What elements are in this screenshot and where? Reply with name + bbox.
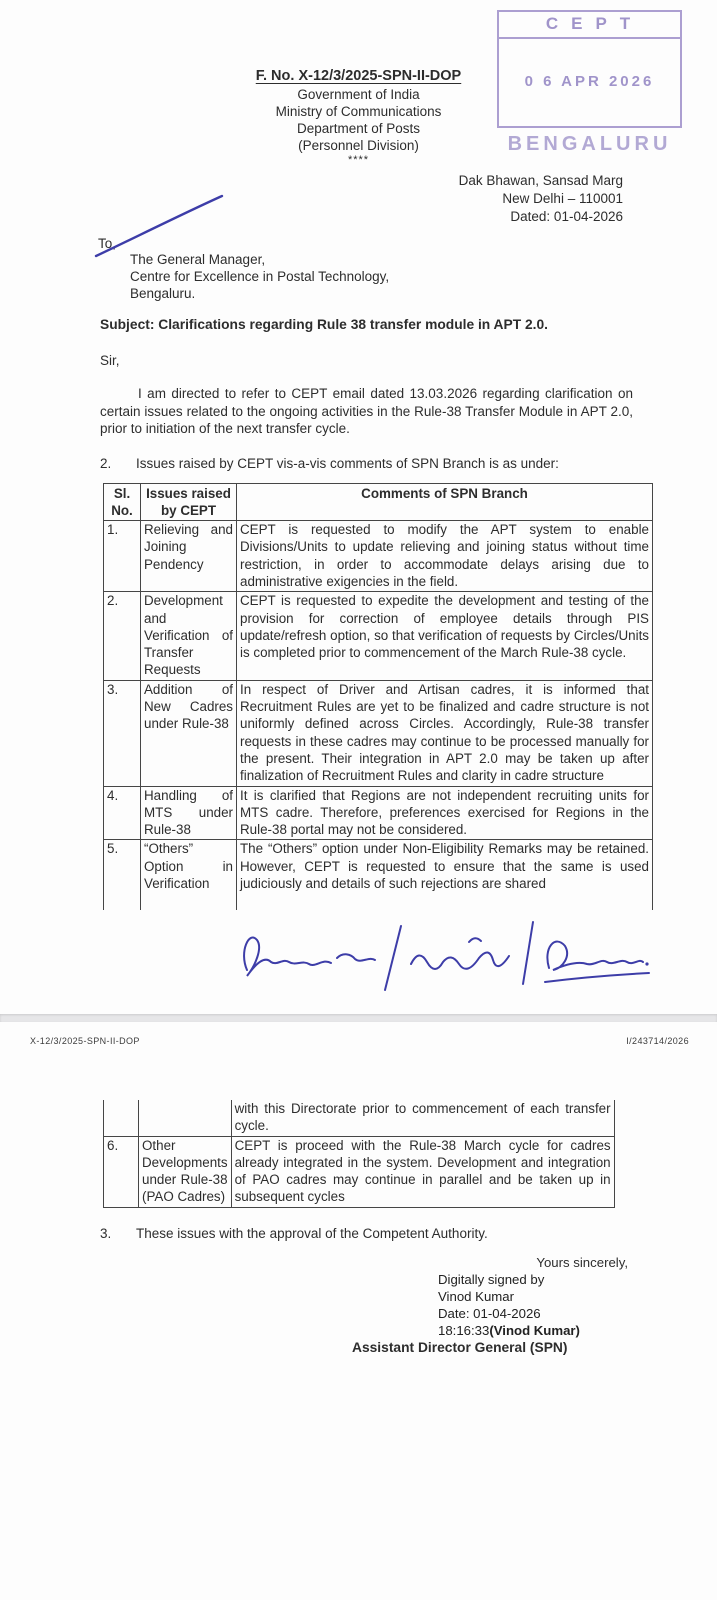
cell-sl-no: 6. bbox=[104, 1136, 139, 1207]
closing-salutation: Yours sincerely, bbox=[536, 1254, 628, 1270]
digital-signature-line: Digitally signed by bbox=[438, 1271, 545, 1287]
stamp-box bbox=[497, 10, 682, 128]
cell-issue: Handling of MTS under Rule-38 bbox=[141, 786, 237, 840]
paragraph-number: 3. bbox=[100, 1225, 112, 1241]
cell-sl-no: 2. bbox=[104, 592, 141, 680]
table-row bbox=[104, 786, 653, 840]
cell-comment: The “Others” option under Non-Eligibility Remarks may be retained. However, CEPT is requested to ensure that the same is used judiciously and details of such rejections are shared bbox=[237, 840, 653, 910]
issues-table bbox=[103, 483, 653, 911]
page2-header bbox=[0, 1022, 717, 1046]
stamp-date: 0 6 APR 2026 bbox=[524, 73, 655, 90]
cell-issue: Development and Verification of Transfer Requests bbox=[141, 592, 237, 680]
paragraph-number: 2. bbox=[100, 455, 112, 471]
cell-issue: Addition of New Cadres under Rule-38 bbox=[141, 680, 237, 786]
cell-issue: Relieving and Joining Pendency bbox=[141, 521, 237, 592]
letter-date: Dated: 01-04-2026 bbox=[510, 209, 623, 224]
divider-stars: **** bbox=[347, 154, 370, 166]
table-row bbox=[104, 840, 653, 910]
salutation: Sir, bbox=[100, 353, 120, 368]
to-label: To, bbox=[98, 236, 717, 251]
digital-signature-line: Date: 01-04-2026 bbox=[438, 1305, 541, 1321]
receipt-stamp bbox=[497, 10, 682, 156]
table-row bbox=[104, 521, 653, 592]
cell-issue: Other Developments under Rule-38 (PAO Cadres) bbox=[139, 1136, 232, 1207]
recipient-line: Centre for Excellence in Postal Technology, bbox=[130, 269, 390, 284]
paragraph-3 bbox=[100, 1226, 633, 1241]
address-line: New Delhi – 110001 bbox=[502, 191, 623, 206]
cell-issue bbox=[139, 1100, 232, 1136]
cell-comment: CEPT is requested to modify the APT system to enable Divisions/Units to update relieving and joining status without time restriction, in order to accommodate delays arising due to administrative exigencies in the field. bbox=[237, 521, 653, 592]
digital-signature-line: Vinod Kumar bbox=[438, 1288, 514, 1304]
handwritten-signatures bbox=[235, 918, 655, 1004]
recipient-line: Bengaluru. bbox=[130, 286, 196, 301]
cell-comment: It is clarified that Regions are not independent recruiting units for MTS cadre. Therefore, preferences exercised for Regions in the Rule-38 portal may not be considered. bbox=[237, 786, 653, 840]
table-row bbox=[104, 592, 653, 680]
issues-table-continued bbox=[103, 1100, 615, 1208]
page-2 bbox=[0, 1022, 717, 1600]
digital-signature bbox=[438, 1271, 652, 1339]
paragraph-2 bbox=[100, 456, 633, 471]
cell-comment: In respect of Driver and Artisan cadres, it is informed that Recruitment Rules are yet to be finalized and cadre structure is not uniformly defined across Circles. Accordingly, Rule-38 transfer requests in these cadres may continue to be processed manually for the present. Their integration in APT 2.0 may be taken up after finalization of Recruitment Rules and clarity in cadre structure bbox=[237, 680, 653, 786]
header-comments: Comments of SPN Branch bbox=[237, 483, 653, 521]
org-line: Government of India bbox=[297, 87, 420, 102]
table-header-row bbox=[104, 483, 653, 521]
page2-doc-ref: I/243714/2026 bbox=[626, 1036, 689, 1046]
cell-sl-no: 1. bbox=[104, 521, 141, 592]
org-line: Department of Posts bbox=[296, 121, 421, 136]
cell-sl-no bbox=[104, 1100, 139, 1136]
subject-line: Subject: Clarifications regarding Rule 38 transfer module in APT 2.0. bbox=[100, 317, 548, 332]
cell-sl-no: 4. bbox=[104, 786, 141, 840]
cell-sl-no: 3. bbox=[104, 680, 141, 786]
digital-signature-time: 18:16:33(Vinod Kumar) bbox=[438, 1322, 580, 1338]
recipient-block bbox=[130, 251, 717, 302]
table-row bbox=[104, 680, 653, 786]
signature-block bbox=[352, 1254, 652, 1356]
paragraph-text: These issues with the approval of the Competent Authority. bbox=[136, 1225, 488, 1241]
org-line: Ministry of Communications bbox=[275, 104, 442, 119]
cell-comment: CEPT is proceed with the Rule-38 March cycle for cadres already integrated in the system. Development and integration of PAO cadres may continue in parallel and be taken up in subsequent cycles bbox=[231, 1136, 614, 1207]
table-row bbox=[104, 1136, 615, 1207]
header-issues: Issues raised by CEPT bbox=[141, 483, 237, 521]
cell-issue: “Others” Option in Verification bbox=[141, 840, 237, 910]
recipient-line: The General Manager, bbox=[130, 252, 266, 267]
cell-comment: CEPT is requested to expedite the development and testing of the provision for correction of employee details through PIS update/refresh option, so that verification of requests by Circles/Units is completed prior to commencement of the March Rule-38 cycle. bbox=[237, 592, 653, 680]
address-line: Dak Bhawan, Sansad Marg bbox=[458, 173, 623, 188]
file-number: F. No. X-12/3/2025-SPN-II-DOP bbox=[255, 68, 462, 84]
sender-address-block bbox=[0, 172, 717, 226]
paragraph-text: Issues raised by CEPT vis-a-vis comments of SPN Branch is as under: bbox=[136, 455, 559, 471]
signatory-title: Assistant Director General (SPN) bbox=[352, 1339, 568, 1355]
paragraph-1: I am directed to refer to CEPT email dated 13.03.2026 regarding clarification on certain issues related to the ongoing activities in the Rule-38 Transfer Module in APT 2.0, prior to initiation of the next transfer cycle. bbox=[100, 386, 633, 436]
stamp-city: BENGALURU bbox=[507, 133, 672, 155]
cell-sl-no: 5. bbox=[104, 840, 141, 910]
page2-file-ref: X-12/3/2025-SPN-II-DOP bbox=[30, 1036, 140, 1046]
header-sl-no: Sl. No. bbox=[104, 483, 141, 521]
signatory-name: (Vinod Kumar) bbox=[489, 1322, 580, 1338]
org-line: (Personnel Division) bbox=[298, 138, 419, 153]
page-break bbox=[0, 1014, 717, 1022]
cell-comment: with this Directorate prior to commencement of each transfer cycle. bbox=[231, 1100, 614, 1136]
table-row-continuation bbox=[104, 1100, 615, 1136]
stamp-org-text: CEPT bbox=[499, 12, 680, 39]
